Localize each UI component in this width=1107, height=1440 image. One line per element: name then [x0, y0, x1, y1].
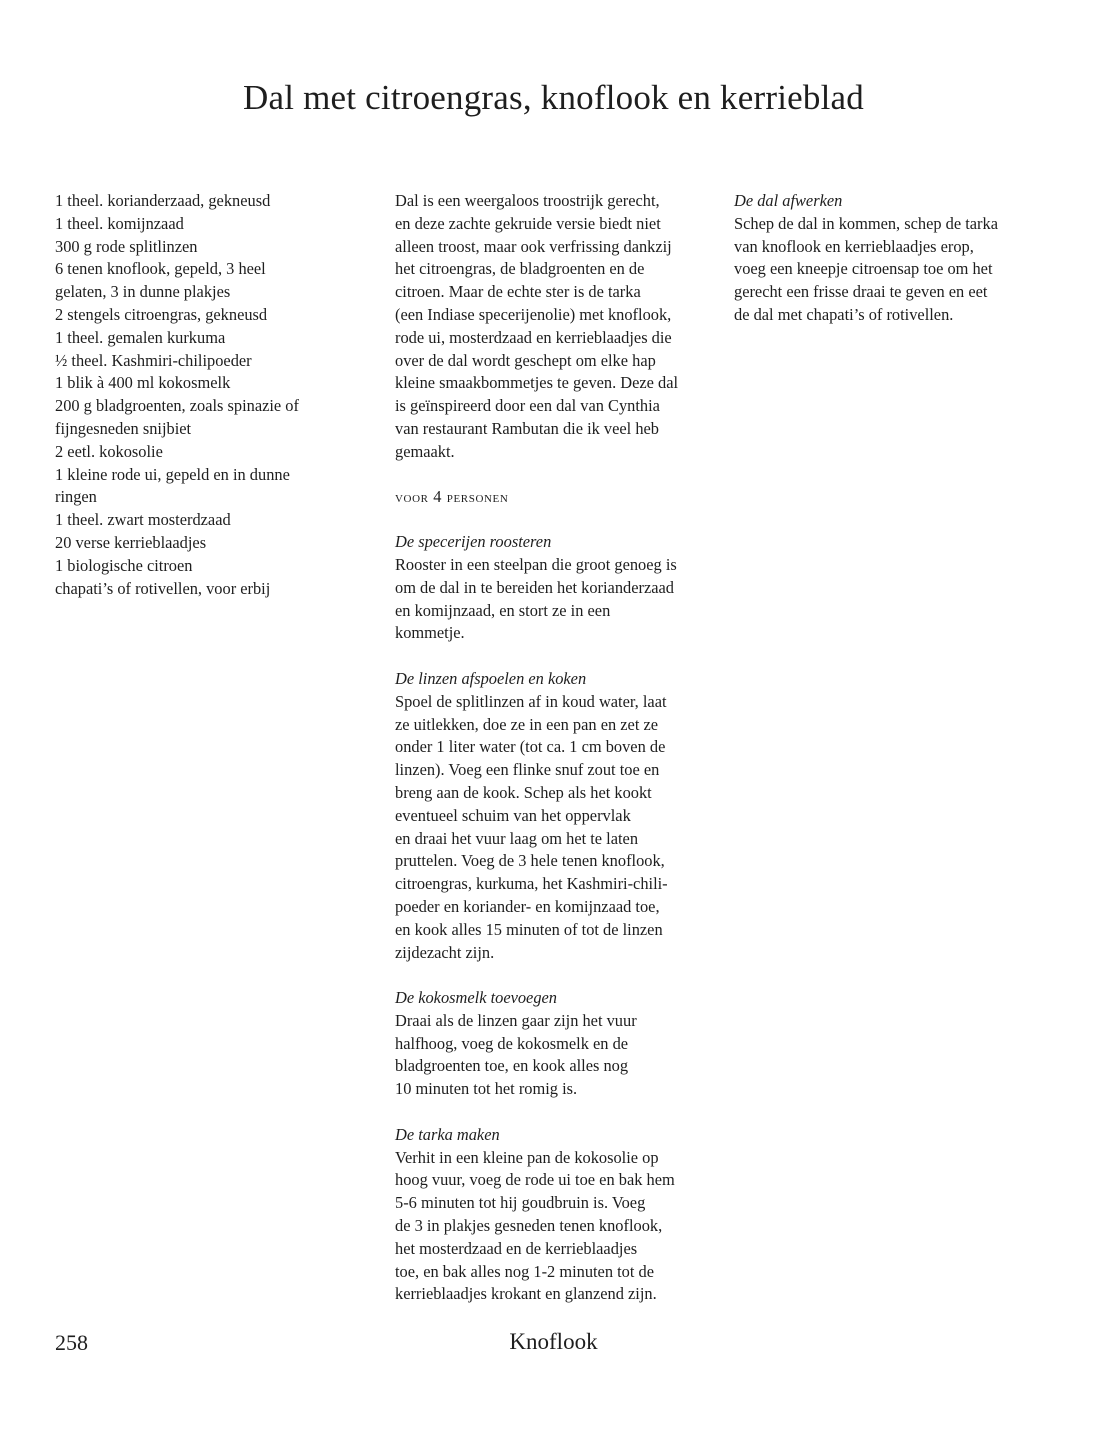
text-line: 5-6 minuten tot hij goudbruin is. Voeg — [395, 1193, 646, 1213]
text-line: citroen. Maar de echte ster is de tarka — [395, 282, 641, 302]
text-line: Dal is een weergaloos troostrijk gerecht, — [395, 191, 660, 210]
method-steps — [395, 531, 715, 1306]
method-steps — [734, 190, 1054, 327]
text-line: en kook alles 15 minuten of tot de linzen — [395, 919, 663, 939]
text-line: ze uitlekken, doe ze in een pan en zet ze — [395, 714, 659, 734]
ingredient-list — [55, 190, 355, 600]
text-line: breng aan de kook. Schep als het kookt — [395, 782, 652, 802]
text-line: eventueel schuim van het oppervlak — [395, 805, 631, 825]
text-line: Schep de dal in kommen, schep de tarka — [734, 213, 998, 233]
servings: voor 4 personen — [395, 486, 509, 506]
ingredient-item — [55, 555, 355, 578]
ingredient-item — [55, 350, 355, 373]
text-line: 1 theel. komijnzaad — [55, 213, 184, 233]
text-line: van restaurant Rambutan die ik veel heb — [395, 418, 659, 438]
method-step — [395, 987, 715, 1101]
step-heading: De tarka maken — [395, 1124, 500, 1144]
text-line: en deze zachte gekruide versie biedt niet — [395, 213, 661, 233]
recipe-title: Dal met citroengras, knoflook en kerrieblad — [243, 78, 864, 117]
text-line: Spoel de splitlinzen af in koud water, laat — [395, 691, 667, 711]
text-line: en draai het vuur laag om het te laten — [395, 828, 639, 848]
recipe-intro — [395, 190, 715, 464]
step-heading: De dal afwerken — [734, 191, 843, 210]
ingredients-column — [55, 190, 355, 600]
text-line: halfhoog, voeg de kokosmelk en de — [395, 1033, 629, 1053]
text-line: Draai als de linzen gaar zijn het vuur — [395, 1010, 637, 1030]
text-line: de dal met chapati’s of rotivellen. — [734, 304, 954, 324]
text-line: 10 minuten tot het romig is. — [395, 1079, 578, 1099]
method-step — [395, 1124, 715, 1306]
text-line: fijngesneden snijbiet — [55, 418, 192, 438]
step-body — [395, 691, 715, 965]
text-line: 2 stengels citroengras, gekneusd — [55, 304, 268, 324]
text-line: bladgroenten toe, en kook alles nog — [395, 1056, 629, 1076]
text-line: 20 verse kerrieblaadjes — [55, 532, 207, 552]
ingredient-item — [55, 327, 355, 350]
text-line: 1 theel. korianderzaad, gekneusd — [55, 191, 271, 210]
text-line: 1 theel. gemalen kurkuma — [55, 327, 226, 347]
text-line: Verhit in een kleine pan de kokosolie op — [395, 1147, 659, 1167]
text-line: pruttelen. Voeg de 3 hele tenen knoflook, — [395, 851, 665, 871]
text-line: gelaten, 3 in dunne plakjes — [55, 282, 231, 302]
ingredient-item — [55, 372, 355, 395]
ingredient-item — [55, 190, 355, 213]
method-step — [395, 668, 715, 964]
text-line: kleine smaakbommetjes te geven. Deze dal — [395, 373, 679, 393]
text-line: het citroengras, de bladgroenten en de — [395, 259, 645, 279]
ingredient-item — [55, 532, 355, 555]
text-line: onder 1 liter water (tot ca. 1 cm boven de — [395, 737, 666, 757]
text-line: 2 eetl. kokosolie — [55, 441, 163, 461]
text-line: Rooster in een steelpan die groot genoeg is — [395, 554, 677, 574]
ingredient-item — [55, 441, 355, 464]
text-line: kommetje. — [395, 623, 465, 643]
ingredient-item — [55, 464, 355, 510]
page-number: 258 — [55, 1330, 88, 1355]
step-body — [395, 1147, 715, 1307]
text-line: om de dal in te bereiden het korianderzaad — [395, 577, 674, 597]
text-line: en komijnzaad, en stort ze in een — [395, 600, 611, 620]
ingredient-item — [55, 509, 355, 532]
text-line: over de dal wordt geschept om elke hap — [395, 350, 656, 370]
ingredient-item — [55, 395, 355, 441]
text-line: is geïnspireerd door een dal van Cynthia — [395, 396, 660, 416]
text-line: citroengras, kurkuma, het Kashmiri-chili- — [395, 874, 668, 894]
text-line: ½ theel. Kashmiri-chilipoeder — [55, 350, 252, 370]
ingredient-item — [55, 258, 355, 304]
step-body — [395, 554, 715, 645]
text-line: 1 theel. zwart mosterdzaad — [55, 510, 231, 530]
text-line: 1 kleine rode ui, gepeld en in dunne — [55, 464, 290, 484]
text-line: toe, en bak alles nog 1-2 minuten tot de — [395, 1261, 655, 1281]
text-line: het mosterdzaad en de kerrieblaadjes — [395, 1238, 638, 1258]
text-line: van knoflook en kerrieblaadjes erop, — [734, 236, 974, 256]
method-column-1 — [395, 190, 715, 1306]
step-heading: De specerijen roosteren — [395, 532, 552, 552]
text-line: chapati’s of rotivellen, voor erbij — [55, 578, 271, 598]
step-body — [395, 1010, 715, 1101]
text-line: gerecht een frisse draai te geven en eet — [734, 282, 988, 302]
text-line: gemaakt. — [395, 441, 455, 461]
step-heading: De kokosmelk toevoegen — [395, 988, 558, 1008]
method-step — [395, 531, 715, 645]
text-line: alleen troost, maar ook verfrissing dankzij — [395, 236, 672, 256]
text-line: rode ui, mosterdzaad en kerrieblaadjes die — [395, 327, 672, 347]
step-heading: De linzen afspoelen en koken — [395, 668, 587, 688]
text-line: voeg een kneepje citroensap toe om het — [734, 259, 993, 279]
text-line: zijdezacht zijn. — [395, 942, 495, 962]
text-line: (een Indiase specerijenolie) met knoflook, — [395, 304, 672, 324]
text-line: 1 blik à 400 ml kokosmelk — [55, 373, 231, 393]
text-line: linzen). Voeg een flinke snuf zout toe en — [395, 760, 660, 780]
text-line: poeder en koriander- en komijnzaad toe, — [395, 896, 660, 916]
text-line: de 3 in plakjes gesneden tenen knoflook, — [395, 1216, 663, 1236]
ingredient-item — [55, 236, 355, 259]
text-line: hoog vuur, voeg de rode ui toe en bak hem — [395, 1170, 675, 1190]
text-line: ringen — [55, 487, 97, 507]
text-line: 6 tenen knoflook, gepeld, 3 heel — [55, 259, 266, 279]
ingredient-item — [55, 578, 355, 601]
text-line: 200 g bladgroenten, zoals spinazie of — [55, 396, 299, 416]
text-line: kerrieblaadjes krokant en glanzend zijn. — [395, 1284, 657, 1304]
text-line: 1 biologische citroen — [55, 555, 193, 575]
step-body — [734, 213, 1054, 327]
chapter-name: Knoflook — [509, 1329, 598, 1354]
method-step — [734, 190, 1054, 327]
method-column-2 — [734, 190, 1054, 327]
ingredient-item — [55, 304, 355, 327]
ingredient-item — [55, 213, 355, 236]
text-line: 300 g rode splitlinzen — [55, 236, 198, 256]
